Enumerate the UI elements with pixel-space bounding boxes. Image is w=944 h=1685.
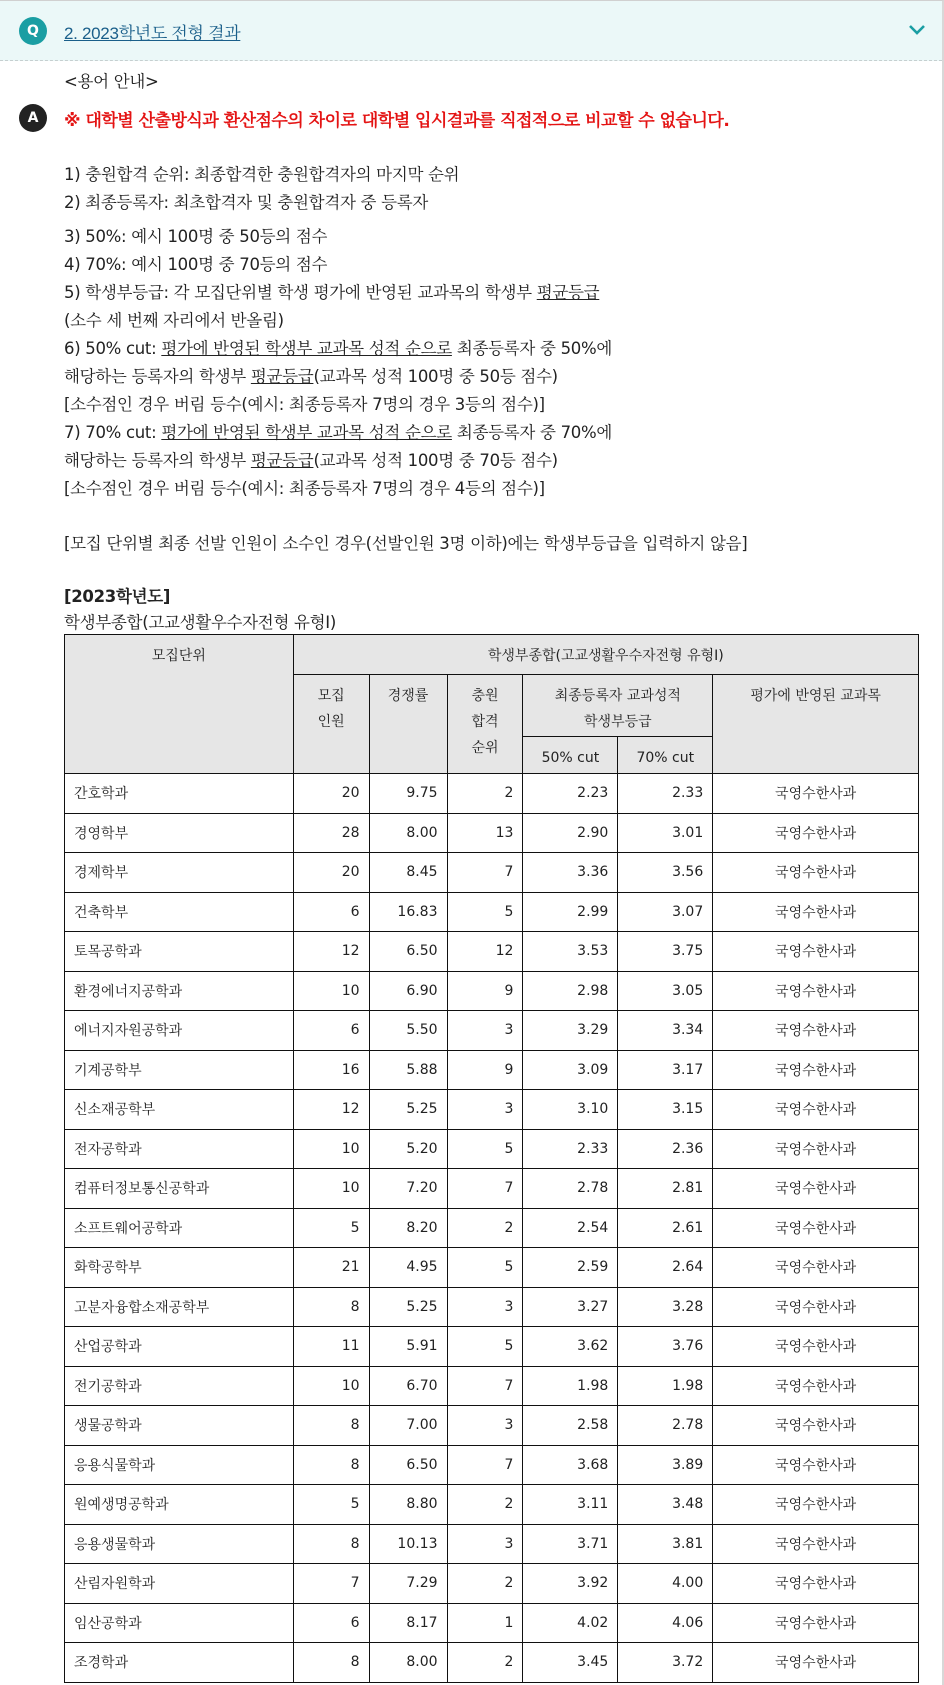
- cell-rank: 2: [447, 1485, 523, 1525]
- cell-unit: 경영학부: [65, 813, 294, 853]
- cell-unit: 소프트웨어공학과: [65, 1208, 294, 1248]
- cell-ratio: 10.13: [369, 1524, 447, 1564]
- cell-cut50: 3.68: [523, 1445, 618, 1485]
- cell-quota: 8: [293, 1445, 369, 1485]
- cell-quota: 6: [293, 1011, 369, 1051]
- question-title[interactable]: 2. 2023학년도 전형 결과: [64, 24, 241, 43]
- cell-rank: 3: [447, 1287, 523, 1327]
- cell-unit: 산림자원학과: [65, 1564, 294, 1604]
- cell-ratio: 8.20: [369, 1208, 447, 1248]
- cell-ratio: 7.20: [369, 1169, 447, 1209]
- header-unit: 모집단위: [65, 635, 294, 774]
- cell-quota: 20: [293, 774, 369, 814]
- term-3: 3) 50%: 예시 100명 중 50등의 점수: [64, 227, 328, 246]
- cell-subjects: 국영수한사과: [713, 1287, 919, 1327]
- table-row: [65, 1011, 919, 1051]
- cell-ratio: 5.88: [369, 1050, 447, 1090]
- cell-cut50: 2.90: [523, 813, 618, 853]
- cell-subjects: 국영수한사과: [713, 1129, 919, 1169]
- cell-quota: 10: [293, 971, 369, 1011]
- table-row: [65, 892, 919, 932]
- cell-unit: 기계공학부: [65, 1050, 294, 1090]
- table-row: [65, 1485, 919, 1525]
- table-row: [65, 1603, 919, 1643]
- cell-cut70: 3.15: [618, 1090, 713, 1130]
- term-7-underlined: 평가에 반영된 학생부 교과목 성적 순으로: [161, 423, 452, 442]
- table-row: [65, 1129, 919, 1169]
- cell-quota: 8: [293, 1524, 369, 1564]
- term-6-l2-post: (교과목 성적 100명 중 50등 점수): [313, 367, 558, 386]
- cell-subjects: 국영수한사과: [713, 1524, 919, 1564]
- cell-quota: 20: [293, 853, 369, 893]
- header-group: 학생부종합(고교생활우수자전형 유형I): [293, 635, 918, 675]
- cell-unit: 전기공학과: [65, 1366, 294, 1406]
- cell-cut70: 3.75: [618, 932, 713, 972]
- year-heading: [2023학년도]: [64, 587, 171, 606]
- cell-ratio: 5.25: [369, 1090, 447, 1130]
- cell-ratio: 8.00: [369, 1643, 447, 1683]
- table-row: [65, 1643, 919, 1683]
- header-ratio: 경쟁률: [369, 675, 447, 774]
- cell-rank: 7: [447, 1169, 523, 1209]
- cell-subjects: 국영수한사과: [713, 1090, 919, 1130]
- term-7-l2-underlined: 평균등급: [250, 451, 314, 470]
- term-7-l2-text: 해당하는 등록자의 학생부: [64, 451, 251, 470]
- cell-rank: 7: [447, 1366, 523, 1406]
- cell-rank: 2: [447, 774, 523, 814]
- cell-ratio: 8.80: [369, 1485, 447, 1525]
- cell-unit: 컴퓨터정보통신공학과: [65, 1169, 294, 1209]
- table-row: [65, 1050, 919, 1090]
- cell-unit: 토목공학과: [65, 932, 294, 972]
- term-1: 1) 충원합격 순위: 최종합격한 충원합격자의 마지막 순위: [64, 165, 460, 184]
- table-row: [65, 813, 919, 853]
- cell-rank: 2: [447, 1643, 523, 1683]
- cell-cut50: 2.58: [523, 1406, 618, 1446]
- cell-cut70: 3.56: [618, 853, 713, 893]
- cell-quota: 6: [293, 892, 369, 932]
- cell-unit: 응용생물학과: [65, 1524, 294, 1564]
- cell-subjects: 국영수한사과: [713, 1564, 919, 1604]
- cell-unit: 조경학과: [65, 1643, 294, 1683]
- cell-cut70: 3.34: [618, 1011, 713, 1051]
- cell-rank: 5: [447, 1327, 523, 1367]
- cell-rank: 1: [447, 1603, 523, 1643]
- cell-cut50: 4.02: [523, 1603, 618, 1643]
- cell-ratio: 7.29: [369, 1564, 447, 1604]
- cell-unit: 에너지자원공학과: [65, 1011, 294, 1051]
- cell-quota: 28: [293, 813, 369, 853]
- cell-cut50: 3.53: [523, 932, 618, 972]
- cell-cut70: 3.72: [618, 1643, 713, 1683]
- table-row: [65, 853, 919, 893]
- cell-cut70: 3.28: [618, 1287, 713, 1327]
- header-rank: 충원 합격 순위: [447, 675, 523, 774]
- cell-rank: 3: [447, 1011, 523, 1051]
- cell-cut50: 2.98: [523, 971, 618, 1011]
- header-quota: 모집 인원: [293, 675, 369, 774]
- cell-cut70: 3.81: [618, 1524, 713, 1564]
- chevron-down-icon[interactable]: [908, 23, 926, 37]
- a-badge: A: [19, 104, 47, 132]
- cell-ratio: 8.45: [369, 853, 447, 893]
- cell-subjects: 국영수한사과: [713, 1485, 919, 1525]
- cell-ratio: 7.00: [369, 1406, 447, 1446]
- cell-cut70: 2.64: [618, 1248, 713, 1288]
- cell-unit: 원예생명공학과: [65, 1485, 294, 1525]
- table-row: [65, 1406, 919, 1446]
- term-5-underlined: 평균등급: [536, 283, 600, 302]
- cell-rank: 3: [447, 1406, 523, 1446]
- term-7-line3: [소수점인 경우 버림 등수(예시: 최종등록자 7명의 경우 4등의 점수)]: [64, 479, 545, 498]
- cell-subjects: 국영수한사과: [713, 1169, 919, 1209]
- header-cut50: 50% cut: [523, 737, 618, 774]
- cell-rank: 5: [447, 892, 523, 932]
- cell-subjects: 국영수한사과: [713, 1406, 919, 1446]
- cell-rank: 7: [447, 1445, 523, 1485]
- cell-subjects: 국영수한사과: [713, 813, 919, 853]
- cell-ratio: 5.91: [369, 1327, 447, 1367]
- table-row: [65, 971, 919, 1011]
- cell-quota: 10: [293, 1169, 369, 1209]
- cell-cut70: 3.76: [618, 1327, 713, 1367]
- table-row: [65, 1090, 919, 1130]
- cell-cut50: 2.59: [523, 1248, 618, 1288]
- cell-cut50: 3.36: [523, 853, 618, 893]
- cell-cut50: 3.10: [523, 1090, 618, 1130]
- term-2: 2) 최종등록자: 최초합격자 및 충원합격자 중 등록자: [64, 193, 429, 212]
- cell-unit: 경제학부: [65, 853, 294, 893]
- cell-quota: 16: [293, 1050, 369, 1090]
- cell-rank: 9: [447, 1050, 523, 1090]
- cell-cut70: 3.89: [618, 1445, 713, 1485]
- header-cut70: 70% cut: [618, 737, 713, 774]
- cell-cut50: 2.78: [523, 1169, 618, 1209]
- cell-quota: 6: [293, 1603, 369, 1643]
- cell-cut70: 3.07: [618, 892, 713, 932]
- cell-cut50: 2.99: [523, 892, 618, 932]
- cell-unit: 화학공학부: [65, 1248, 294, 1288]
- cell-quota: 5: [293, 1485, 369, 1525]
- cell-cut70: 2.61: [618, 1208, 713, 1248]
- term-7-l2-post: (교과목 성적 100명 중 70등 점수): [313, 451, 558, 470]
- term-6-line2: [64, 363, 558, 387]
- cell-quota: 7: [293, 1564, 369, 1604]
- cell-cut70: 3.05: [618, 971, 713, 1011]
- cell-quota: 11: [293, 1327, 369, 1367]
- cell-cut50: 3.09: [523, 1050, 618, 1090]
- cell-ratio: 8.00: [369, 813, 447, 853]
- cell-cut70: 2.81: [618, 1169, 713, 1209]
- cell-ratio: 6.50: [369, 932, 447, 972]
- cell-cut70: 2.78: [618, 1406, 713, 1446]
- cell-cut50: 3.11: [523, 1485, 618, 1525]
- cell-subjects: 국영수한사과: [713, 1248, 919, 1288]
- cell-quota: 12: [293, 1090, 369, 1130]
- table-row: [65, 774, 919, 814]
- cell-subjects: 국영수한사과: [713, 971, 919, 1011]
- cell-cut70: 3.01: [618, 813, 713, 853]
- cell-rank: 5: [447, 1248, 523, 1288]
- cell-rank: 7: [447, 853, 523, 893]
- term-5: [64, 279, 599, 303]
- cell-quota: 10: [293, 1366, 369, 1406]
- cell-rank: 12: [447, 932, 523, 972]
- cell-ratio: 4.95: [369, 1248, 447, 1288]
- cell-unit: 임산공학과: [65, 1603, 294, 1643]
- cell-ratio: 5.50: [369, 1011, 447, 1051]
- cell-quota: 21: [293, 1248, 369, 1288]
- term-5-line2: (소수 세 번째 자리에서 반올림): [64, 311, 284, 330]
- cell-subjects: 국영수한사과: [713, 1603, 919, 1643]
- cell-rank: 13: [447, 813, 523, 853]
- cell-cut50: 3.27: [523, 1287, 618, 1327]
- cell-cut50: 2.33: [523, 1129, 618, 1169]
- cell-subjects: 국영수한사과: [713, 1011, 919, 1051]
- cell-subjects: 국영수한사과: [713, 1327, 919, 1367]
- term-6-l2-text: 해당하는 등록자의 학생부: [64, 367, 251, 386]
- cell-rank: 9: [447, 971, 523, 1011]
- cell-quota: 8: [293, 1287, 369, 1327]
- term-5-text: 5) 학생부등급: 각 모집단위별 학생 평가에 반영된 교과목의 학생부: [64, 283, 537, 302]
- q-badge: Q: [19, 17, 47, 45]
- cell-ratio: 16.83: [369, 892, 447, 932]
- cell-unit: 건축학부: [65, 892, 294, 932]
- cell-subjects: 국영수한사과: [713, 1643, 919, 1683]
- term-heading: <용어 안내>: [64, 72, 159, 91]
- cell-quota: 8: [293, 1406, 369, 1446]
- cell-unit: 산업공학과: [65, 1327, 294, 1367]
- cell-cut70: 3.48: [618, 1485, 713, 1525]
- table-row: [65, 1524, 919, 1564]
- cell-cut50: 3.29: [523, 1011, 618, 1051]
- cell-cut50: 3.62: [523, 1327, 618, 1367]
- cell-quota: 10: [293, 1129, 369, 1169]
- term-4: 4) 70%: 예시 100명 중 70등의 점수: [64, 255, 328, 274]
- table-row: [65, 1248, 919, 1288]
- cell-subjects: 국영수한사과: [713, 1050, 919, 1090]
- cell-rank: 2: [447, 1208, 523, 1248]
- table-row: [65, 1564, 919, 1604]
- cell-cut50: 1.98: [523, 1366, 618, 1406]
- table-row: [65, 1169, 919, 1209]
- cell-cut70: 4.00: [618, 1564, 713, 1604]
- cell-rank: 5: [447, 1129, 523, 1169]
- cell-unit: 응용식물학과: [65, 1445, 294, 1485]
- cell-rank: 2: [447, 1564, 523, 1604]
- term-7: [64, 419, 612, 443]
- table-row: [65, 1287, 919, 1327]
- cell-unit: 환경에너지공학과: [65, 971, 294, 1011]
- cell-unit: 신소재공학부: [65, 1090, 294, 1130]
- term-6-l2-underlined: 평균등급: [250, 367, 314, 386]
- cell-cut70: 1.98: [618, 1366, 713, 1406]
- cell-ratio: 6.50: [369, 1445, 447, 1485]
- cell-unit: 생물공학과: [65, 1406, 294, 1446]
- cell-subjects: 국영수한사과: [713, 774, 919, 814]
- cell-cut70: 2.33: [618, 774, 713, 814]
- term-6: [64, 335, 612, 359]
- cell-unit: 간호학과: [65, 774, 294, 814]
- cell-ratio: 9.75: [369, 774, 447, 814]
- cell-ratio: 5.25: [369, 1287, 447, 1327]
- term-6-line3: [소수점인 경우 버림 등수(예시: 최종등록자 7명의 경우 3등의 점수)]: [64, 395, 545, 414]
- header-subjects: 평가에 반영된 교과목: [713, 675, 919, 774]
- cell-unit: 고분자융합소재공학부: [65, 1287, 294, 1327]
- term-7-line2: [64, 447, 558, 471]
- cell-subjects: 국영수한사과: [713, 892, 919, 932]
- cell-ratio: 8.17: [369, 1603, 447, 1643]
- term-6-text: 6) 50% cut:: [64, 339, 162, 358]
- table-row: [65, 1208, 919, 1248]
- term-7-text: 7) 70% cut:: [64, 423, 162, 442]
- cell-subjects: 국영수한사과: [713, 1445, 919, 1485]
- selection-note: [모집 단위별 최종 선발 인원이 소수인 경우(선발인원 3명 이하)에는 학생부등급을 입력하지 않음]: [64, 534, 748, 553]
- cell-unit: 전자공학과: [65, 1129, 294, 1169]
- cell-rank: 3: [447, 1090, 523, 1130]
- warning-text: ※ 대학별 산출방식과 환산점수의 차이로 대학별 입시결과를 직접적으로 비교할 수 없습니다.: [64, 111, 730, 131]
- cell-cut50: 3.45: [523, 1643, 618, 1683]
- question-header[interactable]: [0, 1, 942, 61]
- cell-subjects: 국영수한사과: [713, 932, 919, 972]
- cell-cut50: 3.92: [523, 1564, 618, 1604]
- cell-cut70: 4.06: [618, 1603, 713, 1643]
- table-row: [65, 1445, 919, 1485]
- cell-ratio: 5.20: [369, 1129, 447, 1169]
- cell-subjects: 국영수한사과: [713, 1208, 919, 1248]
- table-row: [65, 1366, 919, 1406]
- header-grade: 최종등록자 교과성적 학생부등급: [523, 675, 713, 737]
- table-caption: 학생부종합(고교생활우수자전형 유형I): [64, 613, 337, 632]
- table-row: [65, 1327, 919, 1367]
- term-6-underlined: 평가에 반영된 학생부 교과목 성적 순으로: [161, 339, 452, 358]
- cell-cut70: 3.17: [618, 1050, 713, 1090]
- admission-results-table: [64, 634, 919, 1683]
- term-7-post: 최종등록자 중 70%에: [451, 423, 612, 442]
- term-6-post: 최종등록자 중 50%에: [451, 339, 612, 358]
- table-row: [65, 932, 919, 972]
- cell-cut50: 3.71: [523, 1524, 618, 1564]
- cell-ratio: 6.90: [369, 971, 447, 1011]
- cell-subjects: 국영수한사과: [713, 1366, 919, 1406]
- cell-quota: 5: [293, 1208, 369, 1248]
- cell-cut70: 2.36: [618, 1129, 713, 1169]
- cell-cut50: 2.54: [523, 1208, 618, 1248]
- cell-cut50: 2.23: [523, 774, 618, 814]
- cell-subjects: 국영수한사과: [713, 853, 919, 893]
- cell-rank: 3: [447, 1524, 523, 1564]
- cell-ratio: 6.70: [369, 1366, 447, 1406]
- cell-quota: 8: [293, 1643, 369, 1683]
- cell-quota: 12: [293, 932, 369, 972]
